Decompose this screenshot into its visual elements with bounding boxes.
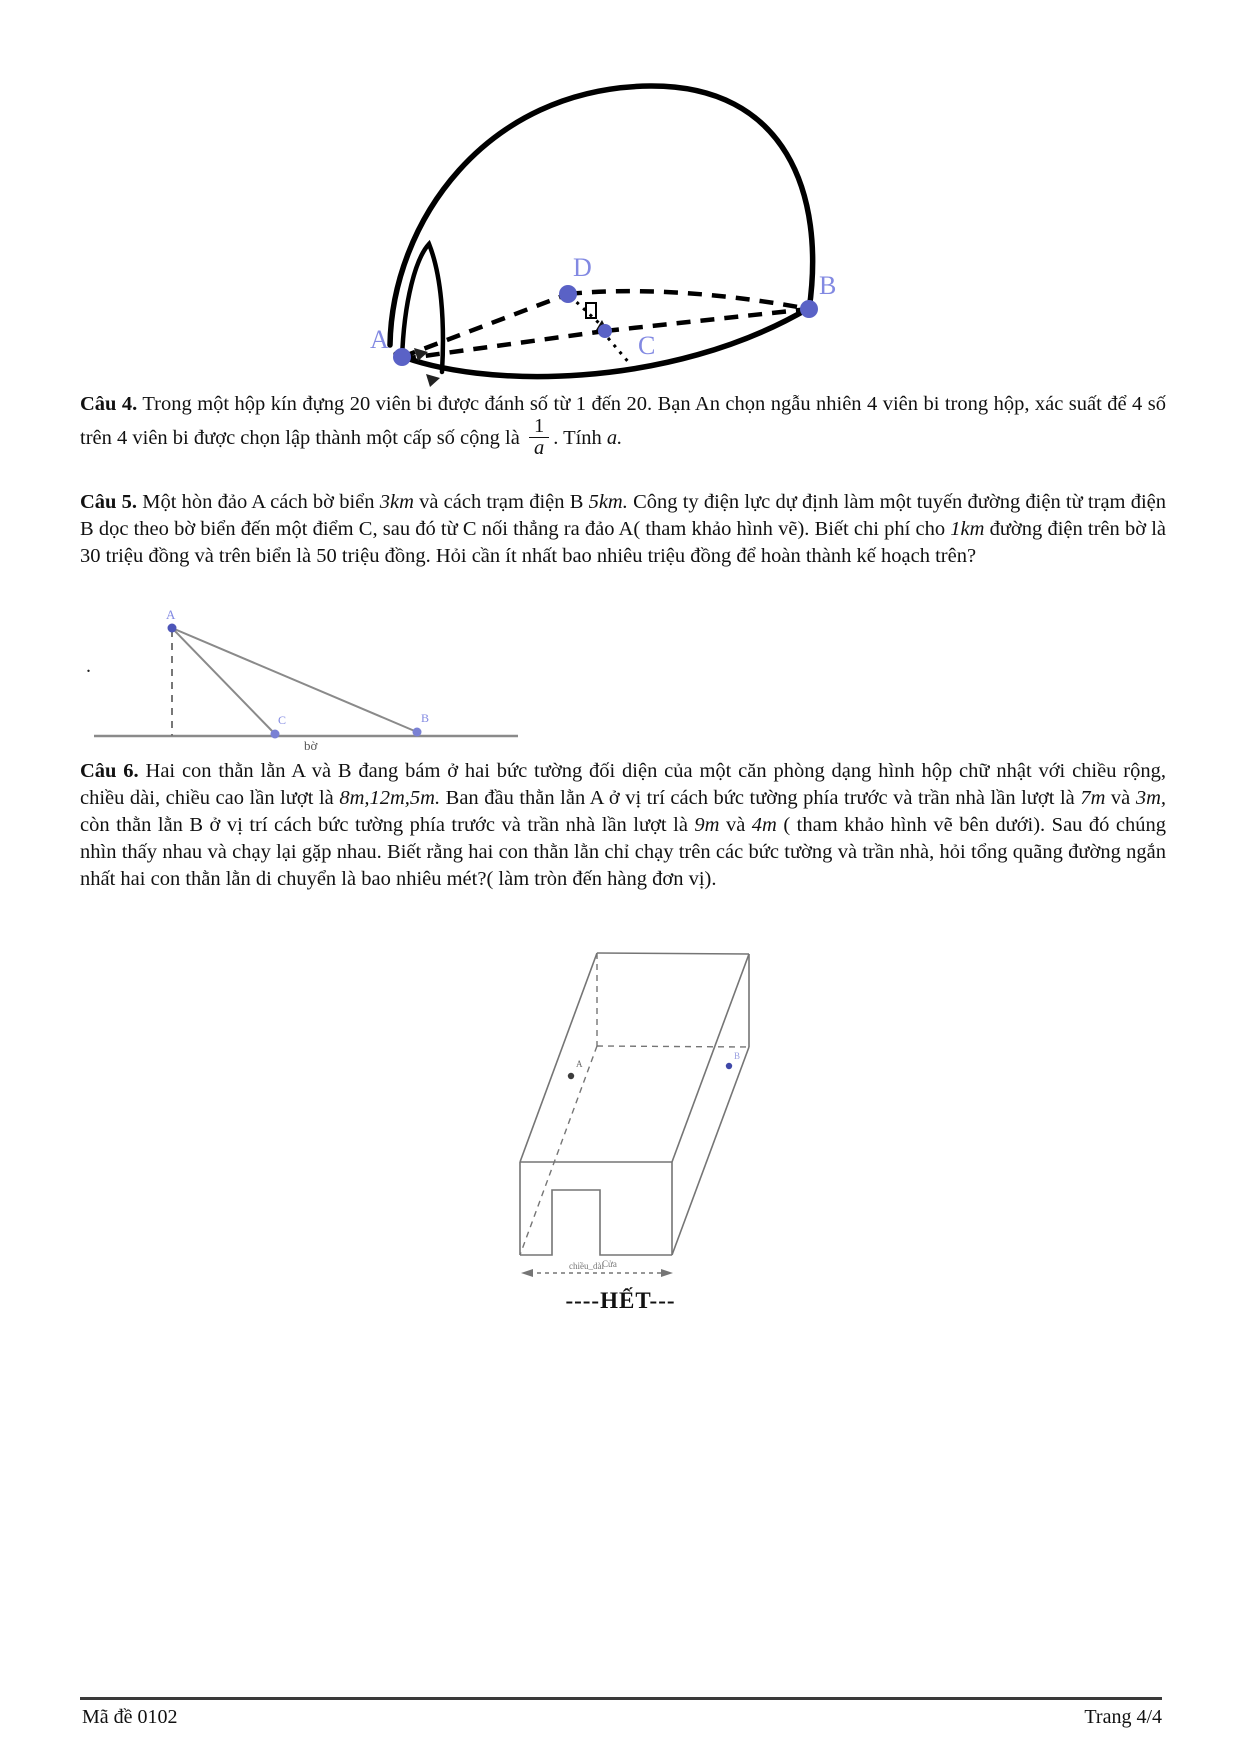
dome-arc (390, 86, 813, 345)
lizard-b-label: B (734, 1051, 741, 1061)
fraction-1-over-a (529, 416, 549, 459)
footer-page-number: Trang 4/4 (1084, 1706, 1162, 1728)
segment-a-b (172, 628, 417, 732)
question-6-value-9m: 9m (694, 814, 720, 836)
box-floor-right-edge (672, 1047, 749, 1255)
question-5-text-3: Công ty điện lực dự định làm một tuyến đường điện từ trạm điện B dọc theo bờ biển đến một điểm C, sau đó từ C nối thẳng ra đảo A( tham khảo hình vẽ). Biết chi phí cho (80, 491, 1167, 540)
question-6 (80, 758, 1166, 893)
point-a-label: A (370, 325, 389, 354)
point-b-dot (800, 300, 818, 318)
footer-divider (80, 1697, 1162, 1700)
shore-label: bờ (304, 738, 318, 753)
lizard-a-dot (568, 1073, 574, 1079)
box-floor-back-dashed (597, 1046, 749, 1047)
point-b-label: B (819, 271, 837, 300)
question-5 (80, 489, 1166, 570)
question-5-text-1: Một hòn đảo A cách bờ biển (142, 491, 380, 513)
box-front-bottom-with-door (520, 1190, 672, 1255)
door-label: Cửa (602, 1259, 617, 1269)
question-4-text-1: Trong một hộp kín đựng 20 viên bi được đánh số từ 1 đến 20. Bạn An chọn ngẫu nhiên 4 viên bi trong hộp, xác suất để 4 số trên 4 viên bi được chọn lập thành một cấp số cộng là (80, 393, 1166, 450)
point-d-dot (559, 285, 577, 303)
box-ceiling-back-edge (597, 953, 749, 954)
shore-point-b-dot (413, 728, 422, 737)
question-6-text-1: Hai con thằn lằn A và B đang bám ở hai bức tường đối diện của một căn phòng dạng hình hộp chữ nhật với chiều rộng, chiều dài, chiều cao lần lượt là (80, 760, 1167, 809)
point-c-dot (598, 324, 612, 338)
question-6-text-3: và (1105, 787, 1136, 809)
hemisphere-figure (330, 58, 930, 378)
arrowhead-near-a-2 (426, 374, 440, 387)
question-6-text-4: còn thằn lằn B ở vị trí cách bức tường phía trước và trần nhà lần lượt là (80, 814, 695, 836)
fraction-numerator: 1 (533, 415, 545, 437)
shore-point-c-label: C (278, 713, 287, 727)
question-6-text-2: Ban đầu thằn lằn A ở vị trí cách bức tường phía trước và trần nhà lần lượt là (440, 787, 1081, 809)
question-6-text-6: ( tham khảo hình vẽ bên dưới). Sau đó chúng nhìn thấy nhau và chạy lại gặp nhau. Biết rằng hai con thằn lằn chỉ chạy trên các bức tường và trần nhà, hỏi tổng quãng đường ngắn nhất hai con thằn lằn di chuyển là bao nhiêu mét?( làm tròn đến hàng đơn vị). (80, 814, 1166, 890)
question-5-value-3km: 3km (379, 491, 414, 513)
stray-period: . (86, 655, 91, 677)
lizard-b-dot (726, 1063, 732, 1069)
point-d-label: D (573, 253, 592, 282)
dashed-c-b (605, 309, 809, 331)
dimension-arrow-left (521, 1269, 533, 1277)
shore-point-b-label: B (421, 711, 430, 725)
point-c-label: C (638, 331, 656, 360)
question-4 (80, 391, 1166, 461)
end-marker: ----HẾT--- (565, 1288, 676, 1313)
shore-figure (82, 608, 532, 753)
point-a-dot (393, 348, 411, 366)
box-floor-left-dashed (520, 1046, 597, 1255)
question-6-dims: 8m,12m,5m. (339, 787, 441, 809)
fraction-denominator: a (529, 437, 549, 459)
dotted-c-down (608, 338, 630, 364)
lizard-a-label: A (576, 1059, 583, 1069)
base-front-arc (396, 308, 809, 377)
box-left-slant-edge (520, 953, 597, 1162)
dimension-label: chiều_dài (569, 1261, 604, 1271)
question-5-label: Câu 5. (80, 491, 138, 513)
question-6-text-5: và (719, 814, 752, 836)
shore-point-a-dot (168, 624, 177, 633)
question-5-text-4: đường điện trên bờ là 30 triệu đồng và trên biển là 50 triệu đồng. Hỏi cần ít nhất bao nhiêu triệu đồng để hoàn thành kế hoạch trên? (80, 518, 1166, 567)
question-6-label: Câu 6. (80, 760, 139, 782)
dimension-arrow-right (661, 1269, 673, 1277)
shore-point-a-label: A (166, 607, 176, 622)
question-5-value-1km: 1km (950, 518, 985, 540)
question-5-text-2: và cách trạm điện B (413, 491, 589, 513)
shore-point-c-dot (271, 730, 280, 739)
question-6-value-4m: 4m (751, 814, 777, 836)
dashed-d-b (568, 291, 809, 309)
question-5-value-5km: 5km. (588, 491, 628, 513)
question-4-text-2: . Tính (553, 427, 602, 450)
question-6-value-7m: 7m (1080, 787, 1106, 809)
footer-exam-code: Mã đề 0102 (82, 1706, 178, 1728)
question-6-value-3m: 3m, (1135, 787, 1166, 809)
question-4-label: Câu 4. (80, 393, 138, 415)
room-box-figure (455, 935, 800, 1295)
segment-a-c (172, 628, 275, 734)
question-4-var-a: a. (606, 427, 623, 450)
